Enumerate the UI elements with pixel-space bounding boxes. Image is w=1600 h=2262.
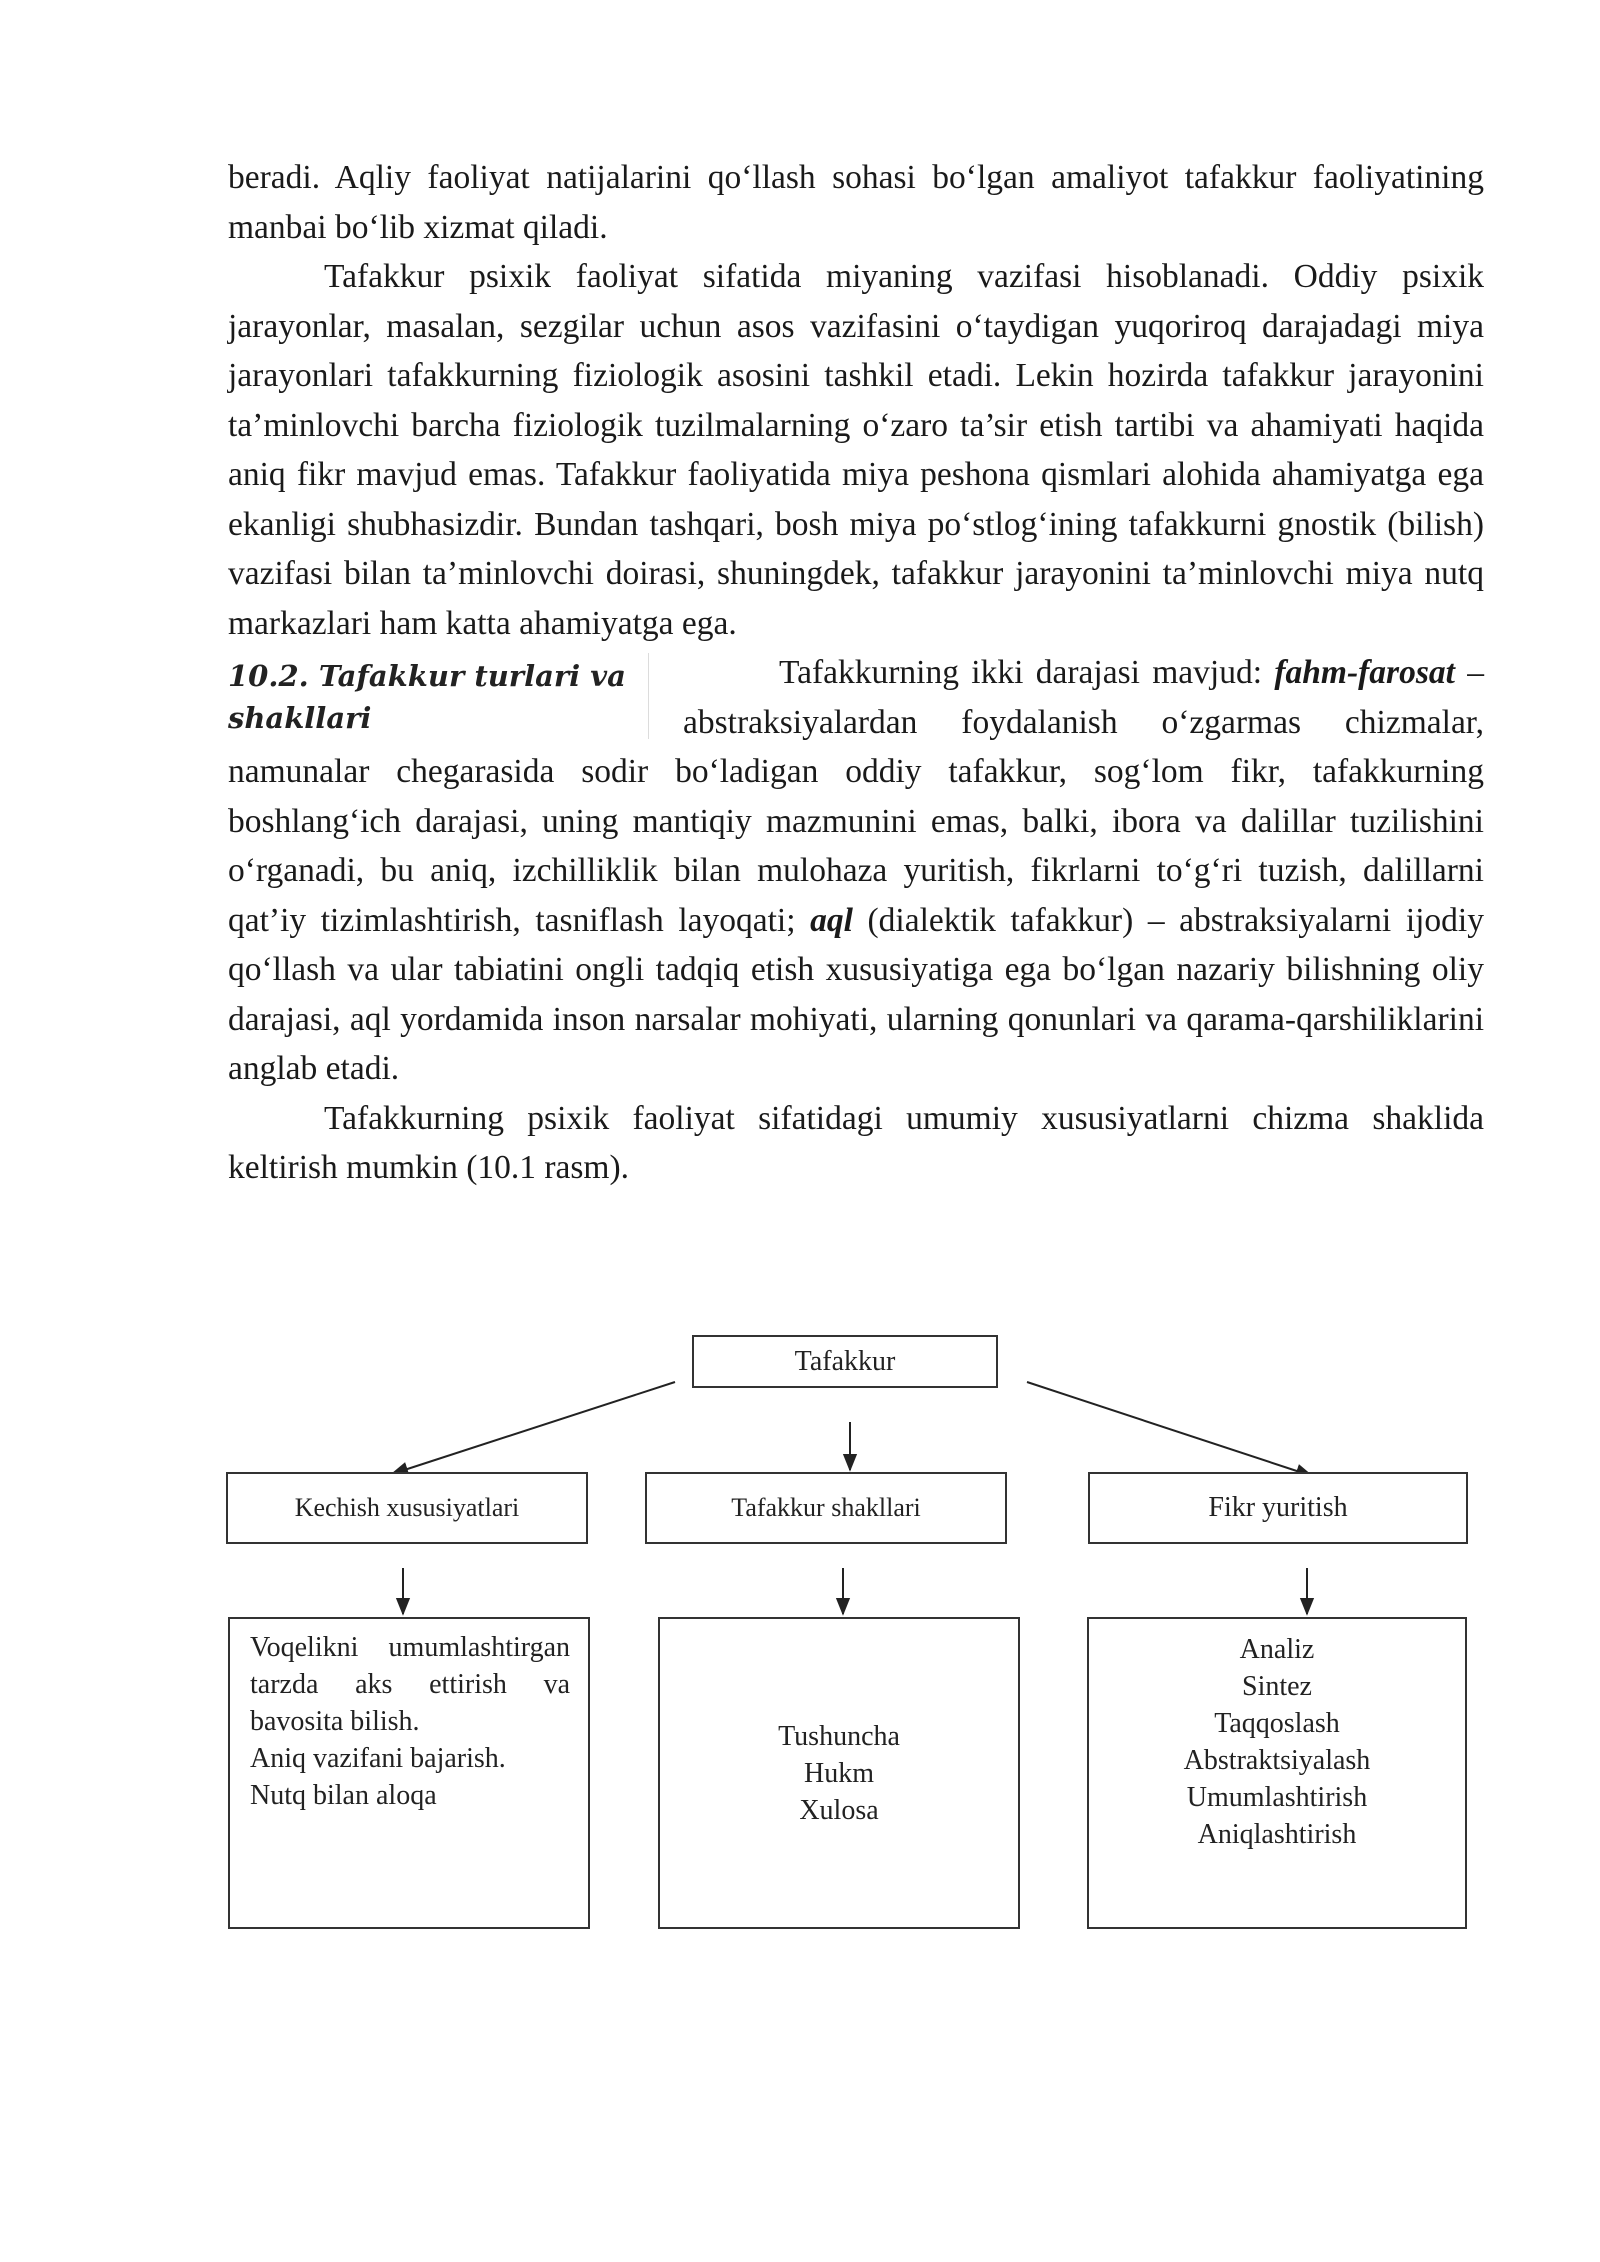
term-fahm-farosat: fahm-farosat <box>1274 654 1455 691</box>
arrow-root-to-left <box>392 1382 675 1474</box>
detail-box-middle <box>658 1617 1020 1929</box>
branch-left-title: Kechish xususiyatlari <box>294 1493 520 1522</box>
detail-right-item-1: Analiz <box>1239 1634 1315 1665</box>
paragraph-4: Tafakkurning psixik faoliyat sifatidagi umumiy xususiyatlarni chizma shaklida keltirish mumkin (10.1 rasm). <box>228 1099 1484 1186</box>
branch-right-title: Fikr yuritish <box>1208 1492 1348 1523</box>
detail-right-item-4: Abstraktsiyalash <box>1183 1745 1371 1776</box>
detail-right-item-5: Umumlashtirish <box>1186 1782 1368 1813</box>
detail-right-item-6: Aniqlashtirish <box>1197 1819 1357 1850</box>
detail-box-left <box>228 1617 590 1929</box>
detail-left-item-3: Nutq bilan aloqa <box>250 1780 437 1811</box>
arrow-root-to-right <box>1027 1382 1312 1476</box>
paragraph-3-mid: – abstraksiyalardan foydalanish o‘zgarmas chizmalar, namunalar chegarasida sodir bo‘ladigan oddiy tafakkur, sog‘lom fikr, tafakkurning boshlang‘ich darajasi, uning mantiqiy mazmunini emas, balki, ibora va dalillar tuzilishini o‘rganadi, bu aniq, izchilliklik bilan mulohaza yuritish, fikrlarni to‘g‘ri tuzish, dalillarni qat’iy tizimlashtirish, tasniflash layoqati; <box>228 654 1484 939</box>
paragraph-3-intro: Tafakkurning ikki darajasi mavjud: <box>779 654 1275 691</box>
paragraph-1: beradi. Aqliy faoliyat natijalarini qo‘llash sohasi bo‘lgan amaliyot tafakkur faoliyatining manbai bo‘lib xizmat qiladi. <box>228 159 1484 246</box>
detail-middle-item-1: Tushuncha <box>778 1720 900 1752</box>
branch-box-left <box>226 1472 588 1544</box>
paragraph-3-end: (dialektik tafakkur) – abstraksiyalarni ijodiy qo‘llash va ular tabiatini ongli tadqiq etish xususiyatiga ega bo‘lgan nazariy bilishning oliy darajasi, aql yordamida inson narsalar mohiyati, ularning qonunlari va qarama-qarshiliklarini anglab etadi. <box>228 901 1484 1087</box>
detail-left-item-1: Voqelikni umumlashtirgan tarzda aks ettirish va bavosita bilish. <box>250 1632 570 1737</box>
detail-middle-item-3: Xulosa <box>799 1794 879 1826</box>
detail-middle-item-2: Hukm <box>804 1757 874 1789</box>
detail-middle-list <box>778 1718 900 1829</box>
detail-box-right <box>1087 1617 1467 1929</box>
detail-right-item-3: Taqqoslash <box>1214 1708 1340 1739</box>
detail-right-item-2: Sintez <box>1242 1671 1312 1702</box>
term-aql: aql <box>810 901 853 939</box>
section-heading: 10.2. Tafakkur turlari va shakllari <box>228 653 649 739</box>
branch-box-right <box>1088 1472 1468 1544</box>
branch-middle-title: Tafakkur shakllari <box>731 1493 921 1522</box>
detail-left-item-2: Aniq vazifani bajarish. <box>250 1743 506 1774</box>
paragraph-2: Tafakkur psixik faoliyat sifatida miyaning vazifasi hisoblanadi. Oddiy psixik jarayonlar, masalan, sezgilar uchun asos vazifasini o‘taydigan yuqoriroq darajadagi miya jarayonlari tafakkurning fiziologik asosini tashkil etadi. Lekin hozirda tafakkur jarayonini ta’minlovchi barcha fiziologik tuzilmalarning o‘zaro ta’sir etish tartibi va ahamiyati haqida aniq fikr mavjud emas. Tafakkur faoliyatida miya peshona qismlari alohida ahamiyatga ega ekanligi shubhasizdir. Bundan tashqari, bosh miya po‘stlog‘ining tafakkurni gnostik (bilish) vazifasi bilan ta’minlovchi doirasi, shuningdek, tafakkur jarayonini ta’minlovchi miya nutq markazlari ham katta ahamiyatga ega. <box>228 258 1484 642</box>
branch-box-middle <box>645 1472 1007 1544</box>
root-box <box>692 1335 998 1388</box>
root-label: Tafakkur <box>794 1345 896 1377</box>
